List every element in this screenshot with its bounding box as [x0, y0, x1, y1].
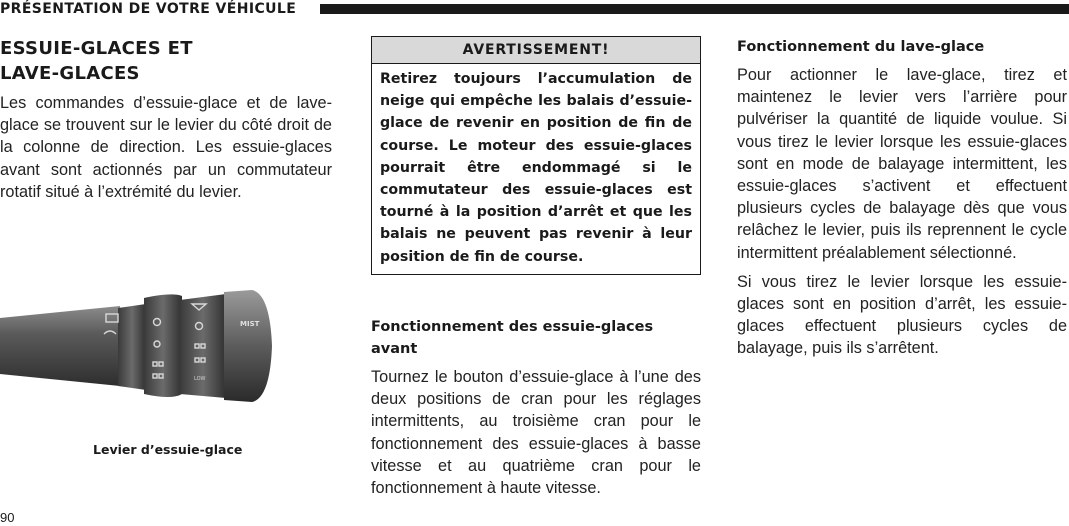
knob-label: MIST [240, 320, 260, 328]
front-wipers-text: Tournez le bouton d’essuie-glace à l’une des deux positions de cran pour les réglages intermittents, au troisième cran pour le fonctionnement des essuie-glaces à basse vitesse et au quatrième cran pour le fonctionnement à haute vitesse. [371, 368, 701, 498]
wiper-lever-figure [0, 282, 345, 442]
intro-paragraph: Les commandes d’essuie-glace et de lave-glace se trouvent sur le levier du côté droit de la colonne de direction. Les essuie-glaces avant sont actionnés par un commutateur rotatif situé à l’extrémité du levier. [0, 94, 332, 201]
warning-box [371, 36, 701, 275]
wiper-lever-icon [0, 282, 345, 442]
washer-paragraph-1: Pour actionner le lave-glace, tirez et maintenez le levier vers l’arrière pour pulvériser la quantité de liquide voulue. Si vous tirez le levier lorsque les essuie-glaces sont en mode de balayage intermittent, les essuie-glaces s’activent et effectuent plusieurs cycles de balayage dès que vous relâchez le levier, puis ils reprennent le cycle intermittent préalablement sélectionné. [737, 66, 1067, 262]
section-title: ESSUIE-GLACES ET LAVE-GLACES [0, 38, 193, 84]
column-left [0, 36, 332, 203]
warning-title: AVERTISSEMENT! [372, 37, 700, 64]
ring-label: LOW [194, 376, 206, 382]
page-header [0, 0, 1069, 18]
front-wipers-title: Fonctionnement des essuie-glaces avant [371, 319, 654, 357]
header-title: PRÉSENTATION DE VOTRE VÉHICULE [0, 1, 297, 17]
column-middle [371, 36, 701, 275]
washer-paragraph-2: Si vous tirez le levier lorsque les essuie-glaces sont en position d’arrêt, les essuie-glaces effectuent plusieurs cycles de balayage, puis ils s’arrêtent. [737, 272, 1067, 358]
washer-title: Fonctionnement du lave-glace [737, 39, 985, 55]
page-number: 90 [0, 510, 15, 525]
front-wipers-section [371, 316, 701, 499]
column-right [737, 36, 1067, 360]
warning-text: Retirez toujours l’accumulation de neige qui empêche les balais d’essuie-glace de revenir en position de fin de course. Le moteur des essuie-glaces pourrait être endommagé si le commutateur des essuie-glaces est tourné à la position d’arrêt et que les balais ne peuvent pas revenir à leur position de fin de course. [380, 71, 692, 265]
figure-caption: Levier d’essuie-glace [93, 442, 243, 457]
header-rule [320, 4, 1069, 14]
